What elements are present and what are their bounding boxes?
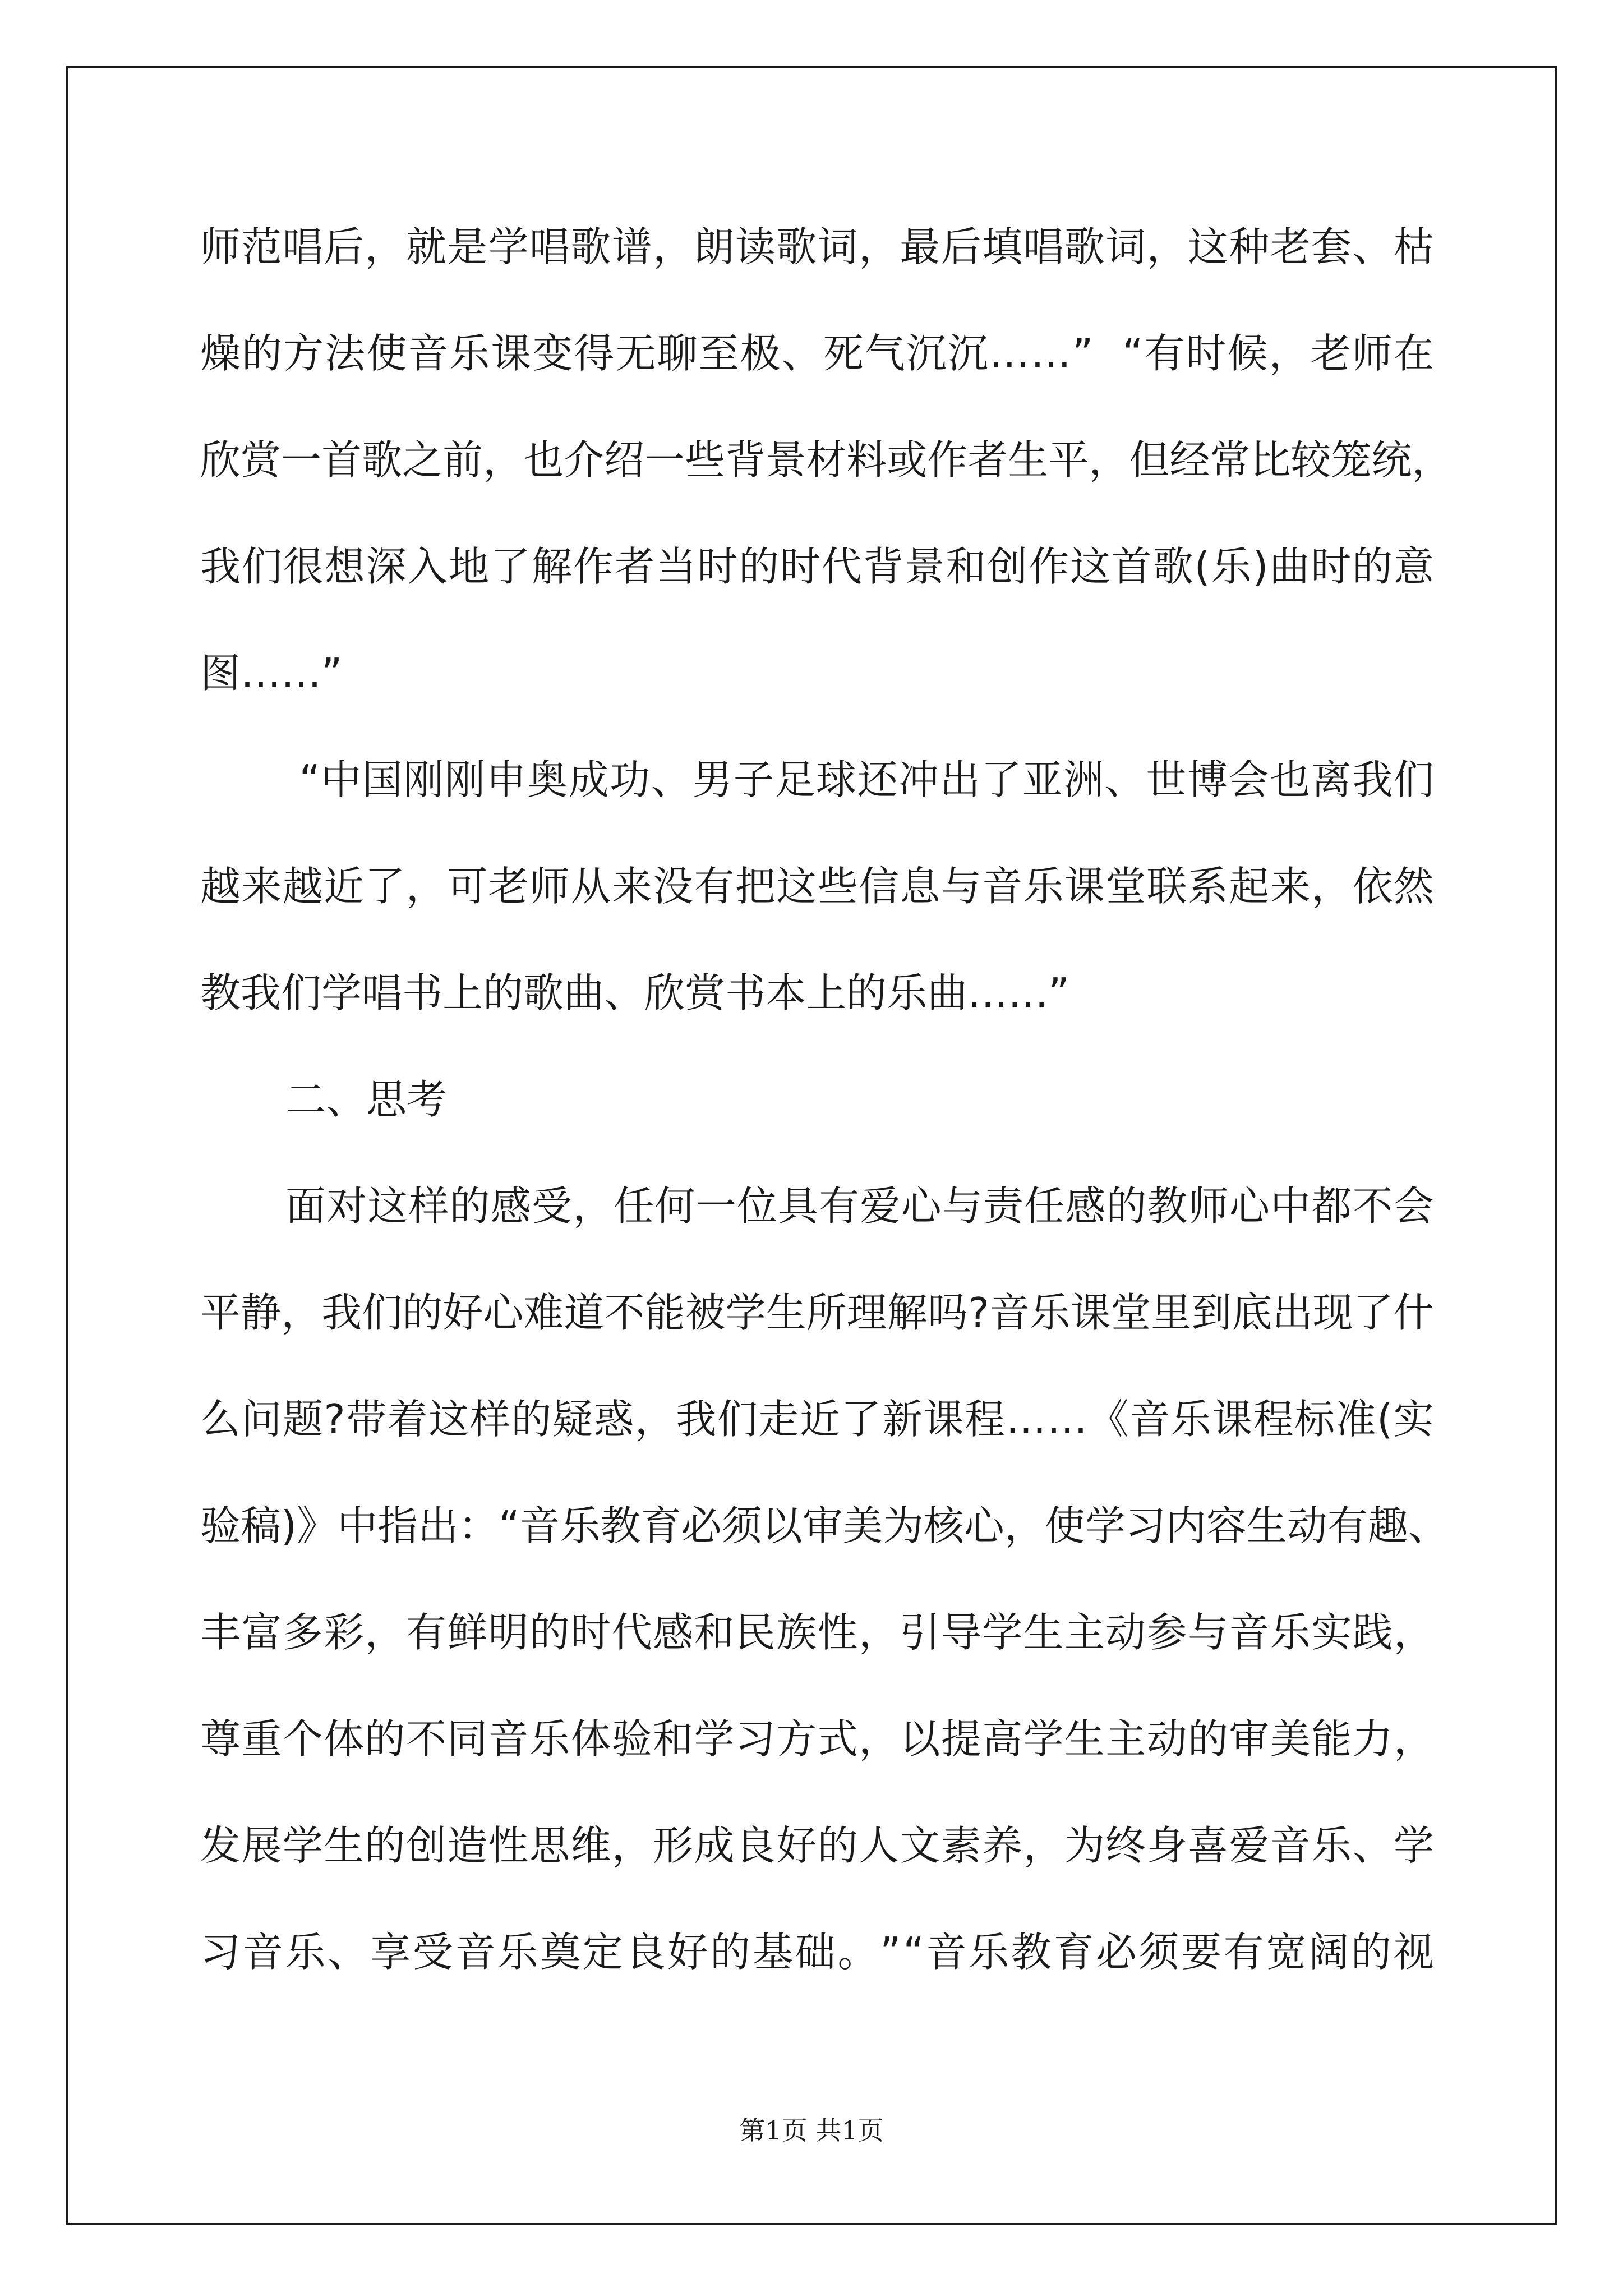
text-line: 二 、 思 考 — [285, 1076, 448, 1123]
text-line: 验 稿 ) 》 中 指 出 ： “ 音 乐 教 育 必 须 以 审 美 为 核 心 ， 使 学 习 内 容 生 动 有 趣 、 — [200, 1502, 1449, 1549]
page-footer — [0, 2114, 1623, 2147]
text-line: 燥 的 方 法 使 音 乐 课 变 得 无 聊 至 极 、 死 气 沉 沉 … … ” “ 有 时 候 ， 老 师 在 — [200, 330, 1434, 377]
text-line: 么 问 题 ? 带 着 这 样 的 疑 惑 ， 我 们 走 近 了 新 课 程 … … 《 音 乐 课 程 标 准 ( 实 — [200, 1396, 1434, 1443]
text-line: 师 范 唱 后 ， 就 是 学 唱 歌 谱 ， 朗 读 歌 词 ， 最 后 填 唱 歌 词 ， 这 种 老 套 、 枯 — [200, 223, 1434, 270]
page-number-label: 第1页 共1页 — [739, 2115, 884, 2146]
text-line: 丰 富 多 彩 ， 有 鲜 明 的 时 代 感 和 民 族 性 ， 引 导 学 生 主 动 参 与 音 乐 实 践 ， — [200, 1609, 1434, 1656]
text-line: “ 中 国 刚 刚 申 奥 成 功 、 男 子 足 球 还 冲 出 了 亚 洲 、 世 博 会 也 离 我 们 — [299, 756, 1434, 803]
text-line: 我 们 很 想 深 入 地 了 解 作 者 当 时 的 时 代 背 景 和 创 作 这 首 歌 ( 乐 ) 曲 时 的 意 — [200, 543, 1434, 590]
document-body — [200, 216, 1453, 2028]
text-line: 欣 赏 一 首 歌 之 前 ， 也 介 绍 一 些 背 景 材 料 或 作 者 生 平 ， 但 经 常 比 较 笼 统 ， — [200, 436, 1453, 484]
text-line: 教 我 们 学 唱 书 上 的 歌 曲 、 欣 赏 书 本 上 的 乐 曲 … … ” — [200, 969, 1069, 1016]
text-line: 图 … … ” — [200, 650, 343, 697]
text-line: 尊 重 个 体 的 不 同 音 乐 体 验 和 学 习 方 式 ， 以 提 高 学 生 主 动 的 审 美 能 力 ， — [200, 1715, 1434, 1763]
text-line: 平 静 ， 我 们 的 好 心 难 道 不 能 被 学 生 所 理 解 吗 ? 音 乐 课 堂 里 到 底 出 现 了 什 — [200, 1289, 1434, 1336]
text-line: 发 展 学 生 的 创 造 性 思 维 ， 形 成 良 好 的 人 文 素 养 ， 为 终 身 喜 爱 音 乐 、 学 — [200, 1822, 1434, 1869]
text-line: 面 对 这 样 的 感 受 ， 任 何 一 位 具 有 爱 心 与 责 任 感 的 教 师 心 中 都 不 会 — [285, 1182, 1434, 1230]
text-line: 越 来 越 近 了 ， 可 老 师 从 来 没 有 把 这 些 信 息 与 音 乐 课 堂 联 系 起 来 ， 依 然 — [200, 863, 1434, 910]
text-line: 习 音 乐 、 享 受 音 乐 奠 定 良 好 的 基 础 。 ” “ 音 乐 教 育 必 须 要 有 宽 阔 的 视 — [200, 1929, 1434, 1976]
